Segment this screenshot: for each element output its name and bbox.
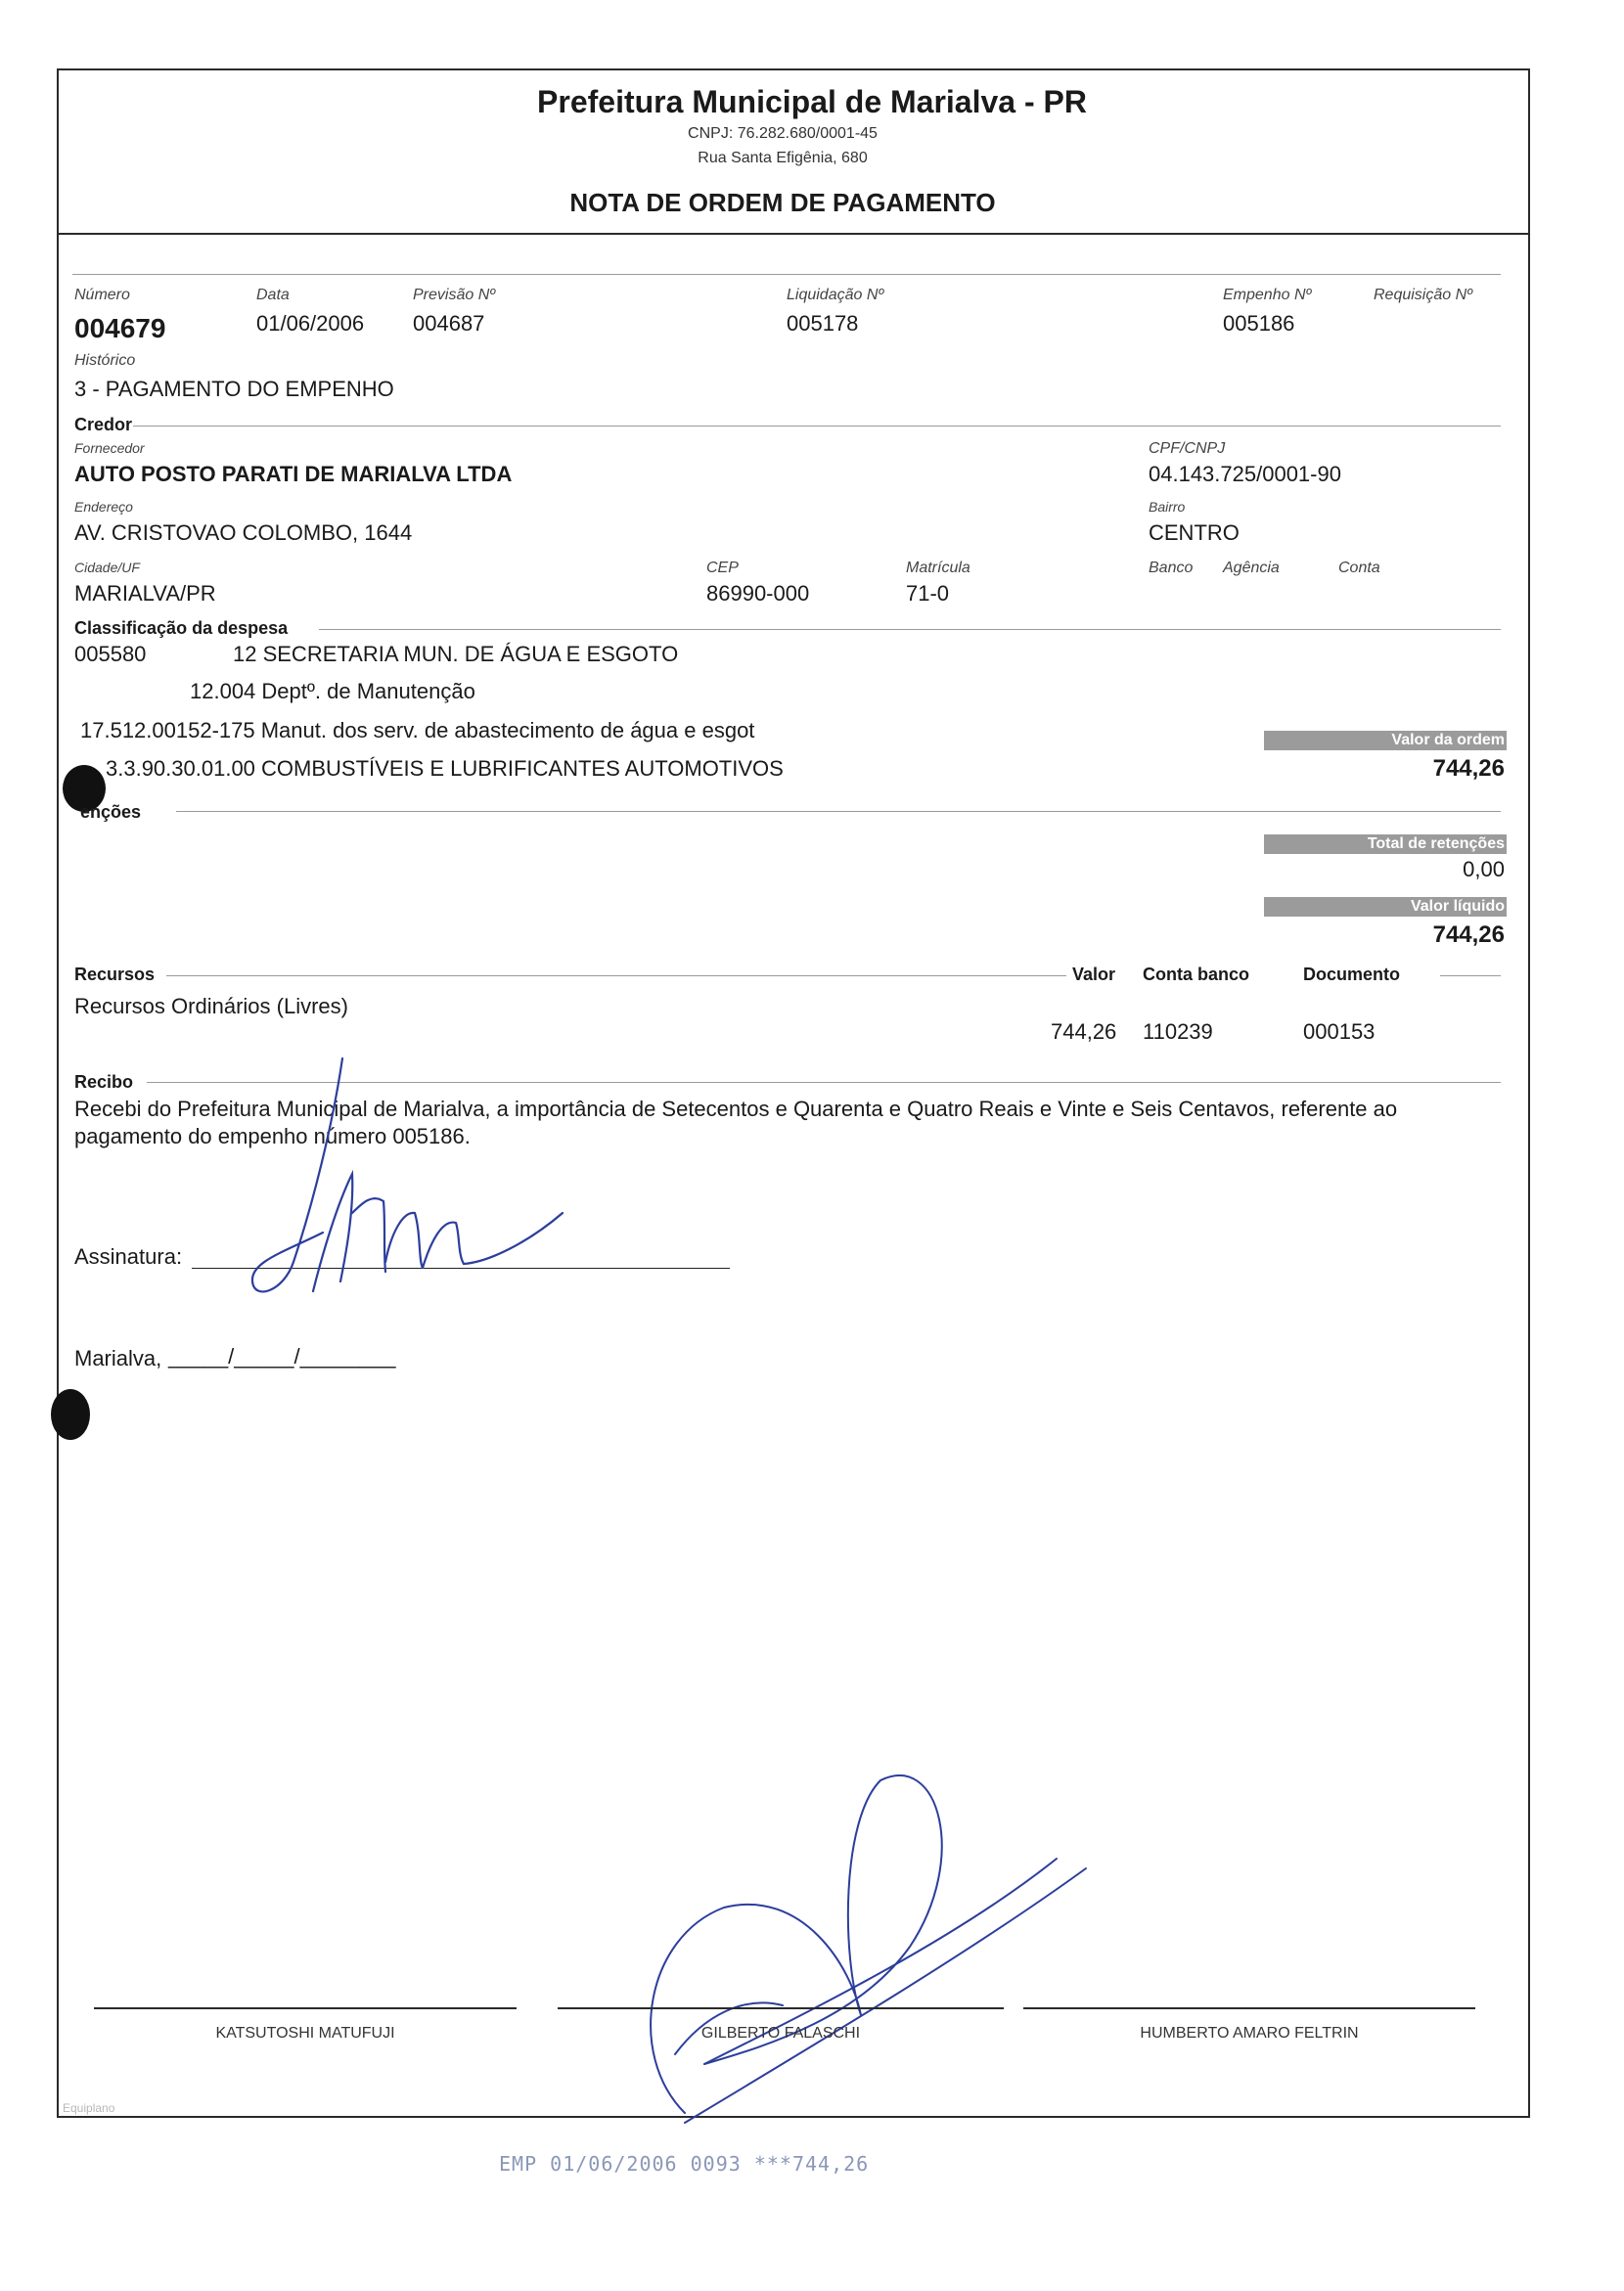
agencia-label: Agência bbox=[1223, 560, 1280, 576]
total-retencoes-value: 0,00 bbox=[1463, 857, 1505, 881]
classificacao-line3: 17.512.00152-175 Manut. dos serv. de abastecimento de água e esgot bbox=[80, 718, 755, 742]
matricula-value: 71-0 bbox=[906, 581, 950, 606]
recibo-text-line1: Recebi do Prefeitura Municipal de Marialva, a importância de Setecentos e Quarenta e Quatro Reais e Vinte e Seis Centavos, referente ao bbox=[74, 1097, 1398, 1121]
historico-label: Histórico bbox=[74, 352, 136, 369]
previsao-value: 004687 bbox=[413, 311, 485, 336]
classificacao-line2: 12.004 Deptº. de Manutenção bbox=[190, 679, 475, 703]
classificacao-section-title: Classificação da despesa bbox=[74, 618, 289, 638]
signatory-1: KATSUTOSHI MATUFUJI bbox=[215, 2025, 395, 2042]
data-value: 01/06/2006 bbox=[256, 311, 365, 336]
recibo-text-line2: pagamento do empenho número 005186. bbox=[74, 1124, 471, 1148]
signature-line-1 bbox=[94, 2007, 517, 2009]
valor-ordem-label: Valor da ordem bbox=[1264, 731, 1507, 750]
total-retencoes-label: Total de retenções bbox=[1264, 834, 1507, 854]
cpf-label: CPF/CNPJ bbox=[1149, 440, 1226, 457]
banco-label: Banco bbox=[1149, 560, 1194, 576]
recursos-valor-header: Valor bbox=[1072, 965, 1116, 984]
signatory-3: HUMBERTO AMARO FELTRIN bbox=[1140, 2025, 1359, 2042]
recibo-section-title: Recibo bbox=[74, 1072, 134, 1092]
historico-value: 3 - PAGAMENTO DO EMPENHO bbox=[74, 377, 394, 401]
recursos-documento: 000153 bbox=[1303, 1019, 1376, 1044]
liquidacao-value: 005178 bbox=[787, 311, 859, 336]
software-mark: Equiplano bbox=[63, 2101, 115, 2115]
credor-section-title: Credor bbox=[74, 415, 133, 434]
previsao-label: Previsão Nº bbox=[413, 287, 496, 303]
classificacao-line4: 3.3.90.30.01.00 COMBUSTÍVEIS E LUBRIFICANTES AUTOMOTIVOS bbox=[106, 756, 784, 781]
valor-ordem-value: 744,26 bbox=[1432, 755, 1505, 782]
cep-value: 86990-000 bbox=[706, 581, 810, 606]
data-label: Data bbox=[256, 287, 290, 303]
local-date-label: Marialva, bbox=[74, 1346, 162, 1370]
requisicao-label: Requisição Nº bbox=[1374, 287, 1472, 303]
fornecedor-value: AUTO POSTO PARATI DE MARIALVA LTDA bbox=[74, 462, 513, 486]
recursos-conta-header: Conta banco bbox=[1143, 965, 1250, 984]
endereco-label: Endereço bbox=[74, 499, 133, 515]
cpf-value: 04.143.725/0001-90 bbox=[1149, 462, 1341, 486]
matricula-label: Matrícula bbox=[906, 560, 970, 576]
conta-label: Conta bbox=[1338, 560, 1380, 576]
local-date-blank: _____/_____/________ bbox=[168, 1344, 396, 1369]
signature-line-3 bbox=[1023, 2007, 1475, 2009]
empenho-label: Empenho Nº bbox=[1223, 287, 1312, 303]
signatory-2: GILBERTO FALASCHI bbox=[700, 2025, 861, 2042]
classificacao-code: 005580 bbox=[74, 642, 147, 666]
numero-value: 004679 bbox=[74, 313, 166, 343]
bairro-label: Bairro bbox=[1149, 499, 1186, 515]
valor-liquido-label: Valor líquido bbox=[1264, 897, 1507, 917]
liquidacao-label: Liquidação Nº bbox=[787, 287, 884, 303]
cidade-label: Cidade/UF bbox=[74, 560, 140, 575]
recursos-section-title: Recursos bbox=[74, 965, 156, 984]
recursos-descricao: Recursos Ordinários (Livres) bbox=[74, 994, 348, 1018]
signature-line-2 bbox=[558, 2007, 1004, 2009]
cep-label: CEP bbox=[706, 560, 739, 576]
cnpj-line: CNPJ: 76.282.680/0001-45 bbox=[688, 125, 878, 142]
cidade-value: MARIALVA/PR bbox=[74, 581, 216, 606]
assinatura-label: Assinatura: bbox=[74, 1244, 183, 1269]
payment-stamp: EMP 01/06/2006 0093 ***744,26 bbox=[499, 2152, 870, 2176]
retencoes-section-title: enções bbox=[80, 802, 142, 822]
recursos-conta: 110239 bbox=[1143, 1019, 1213, 1044]
address-line: Rua Santa Efigênia, 680 bbox=[698, 150, 868, 166]
recursos-valor: 744,26 bbox=[1051, 1019, 1117, 1044]
empenho-value: 005186 bbox=[1223, 311, 1295, 336]
fornecedor-label: Fornecedor bbox=[74, 440, 145, 456]
municipality-title: Prefeitura Municipal de Marialva - PR bbox=[537, 84, 1087, 119]
document-title: NOTA DE ORDEM DE PAGAMENTO bbox=[569, 188, 996, 217]
endereco-value: AV. CRISTOVAO COLOMBO, 1644 bbox=[74, 520, 413, 545]
recursos-documento-header: Documento bbox=[1303, 965, 1400, 984]
bairro-value: CENTRO bbox=[1149, 520, 1240, 545]
classificacao-line1: 12 SECRETARIA MUN. DE ÁGUA E ESGOTO bbox=[233, 642, 679, 666]
valor-liquido-value: 744,26 bbox=[1432, 921, 1505, 948]
numero-label: Número bbox=[74, 287, 130, 303]
